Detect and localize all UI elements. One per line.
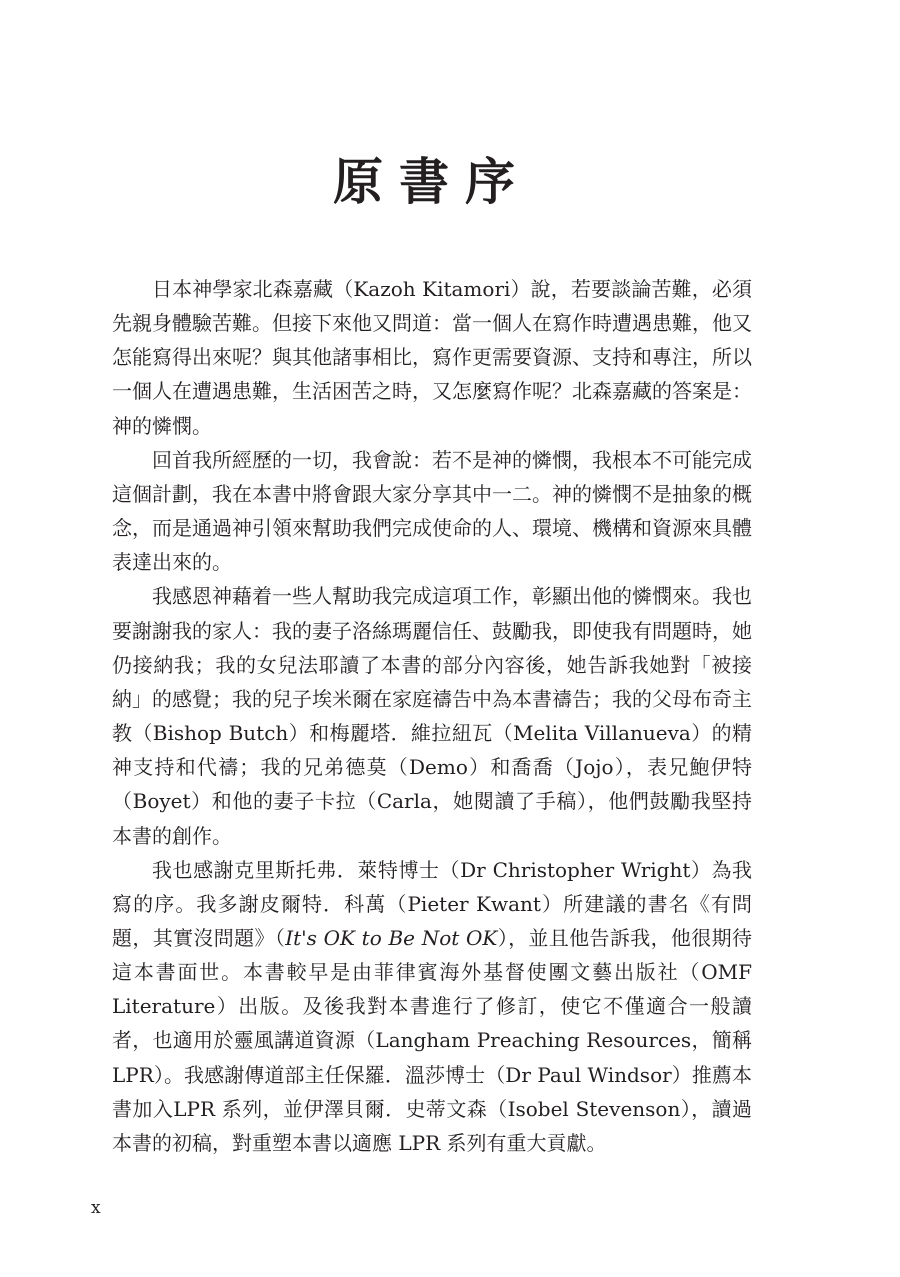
paragraph-text: ），並且他告訴我，他很期待這本書面世。本書較早是由菲律賓海外基督使團文藝出版社（OMF Literature）出版。及後我對本書進行了修訂，使它不僅適合一般讀者，也適用於靈風講道資源（Langham Preaching Resources，簡稱LPR）。我感謝傳道部主任保羅．溫莎博士（Dr Paul Windsor）推薦本書加入LPR 系列，並伊澤貝爾．史蒂文森（Isobel Stevenson），讀過本書的初稿，對重塑本書以適應 LPR 系列有重大貢獻。 — [112, 925, 753, 1155]
paragraph: 我感恩神藉着一些人幫助我完成這項工作，彰顯出他的憐憫來。我也要謝謝我的家人：我的妻子洛絲瑪麗信任、鼓勵我，即使我有問題時，她仍接納我；我的女兒法耶讀了本書的部分內容後，她告訴我她對「被接納」的感覺；我的兒子埃米爾在家庭禱告中為本書禱告；我的父母布奇主教（Bishop Butch）和梅麗塔．維拉紐瓦（Melita Villanueva）的精神支持和代禱；我的兄弟德莫（Demo）和喬喬（Jojo），表兄鮑伊特（Boyet）和他的妻子卡拉（Carla，她閱讀了手稿），他們鼓勵我堅持本書的創作。 — [112, 584, 752, 848]
paragraph-text: 我也感謝克里斯托弗．萊特博士（Dr Christopher Wright）為我寫的序。我多謝皮爾特．科萬（Pieter Kwant）所建議的書名《有問題，其實沒問題》（ — [112, 857, 752, 950]
paragraph: 回首我所經歷的一切，我會說：若不是神的憐憫，我根本不可能完成這個計劃，我在本書中將會跟大家分享其中一二。神的憐憫不是抽象的概念，而是通過神引領來幫助我們完成使命的人、環境、機構和資源來具體表達出來的。 — [112, 447, 752, 575]
book-title-italic: It's OK to Be Not OK — [285, 925, 498, 950]
paragraph: 日本神學家北森嘉藏（Kazoh Kitamori）說，若要談論苦難，必須先親身體驗苦難。但接下來他又問道：當一個人在寫作時遭遇患難，他又怎能寫得出來呢？與其他諸事相比，寫作更需要資源、支持和專注，所以一個人在遭遇患難，生活困苦之時，又怎麼寫作呢？北森嘉藏的答案是：神的憐憫。 — [112, 277, 752, 438]
preface-body — [112, 272, 752, 1160]
page-title: 原書序 — [333, 152, 531, 211]
paragraph — [112, 853, 752, 1160]
page-number: x — [91, 1198, 101, 1218]
